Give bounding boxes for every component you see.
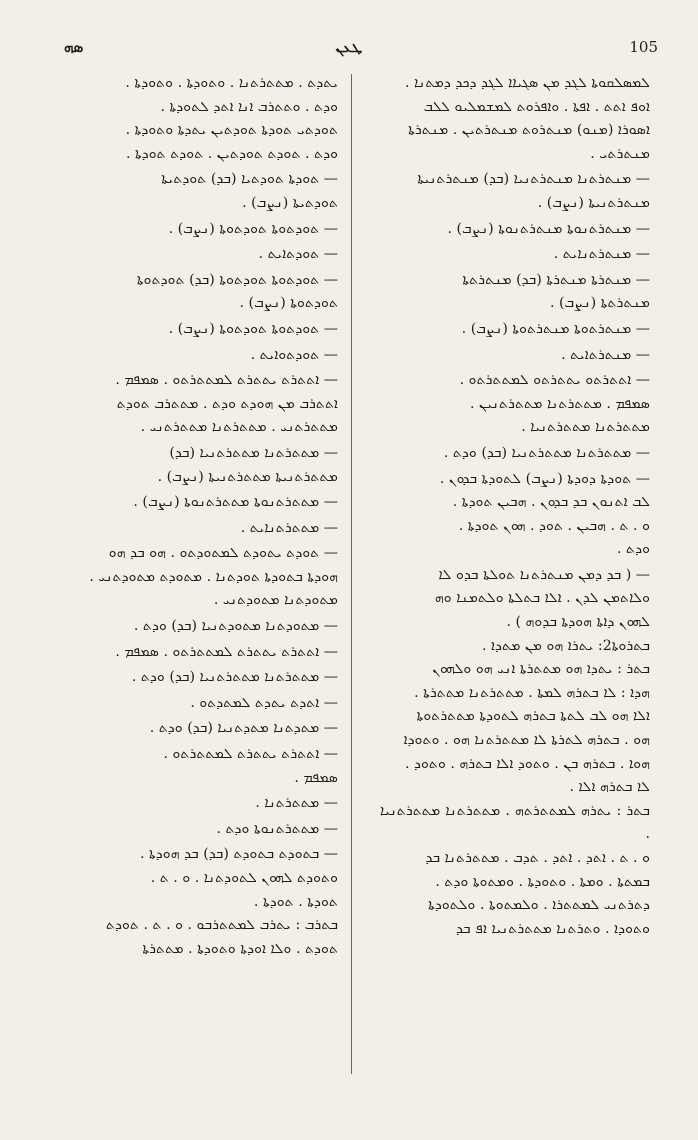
text-line: — ܐܬܬܪܬܘ ܝܬܬܪܬܘ ܠܡܬܬܪܬܘ .: [459, 372, 650, 389]
text-line: ܗܕܐ : ܠܐ ܒܬܪܗ ܠܡܬܐ . ܡܬܬܪܬܢܐ ܡܬܬܪܬܐ .: [414, 684, 650, 701]
text-line: — ܡܬܬܪܬܢܐ .: [255, 795, 338, 812]
text-line: ܘܬܘܕܬ ܠܗܘܢ ܠܬܘܕܬܢܐ . ܘ . ܬ .: [150, 870, 338, 886]
text-line: ܝܬܕܬ . ܡܬܬܪܬܢܐ . ܘܬܘܕܬܐ . ܘܬܘܕܬܐ .: [125, 75, 338, 91]
text-line: ܬܘܕܬܝܬܐ (ܢܨܒ) .: [242, 194, 338, 211]
text-line: ܠܐ ܒܬܪܗ ܐܠܐ .: [569, 779, 650, 796]
text-line: ܡܬܬܪܬܢܐ ܡܬܬܪܬܢܝܐ .: [521, 419, 650, 436]
text-line: ܬܘܕܬ . ܘܠܐ ܐܘܕܬܐ ܘܬܘܕܬܐ . ܡܬܬܪܬܐ: [142, 940, 338, 957]
text-line: — ܬܘܕܬܘܐܝܬ .: [250, 346, 338, 363]
text-line: — ܐܬܕܬ ܝܬܕܬ ܠܡܬܕܬܘ .: [190, 694, 338, 711]
text-line: ܣܡܦܡ .: [294, 769, 338, 786]
running-head: [0, 36, 698, 58]
text-line: ܡܢܬܪܬܬܐ (ܢܨܒ) .: [549, 295, 650, 312]
text-line: ܘܕܬ .: [617, 541, 650, 558]
text-line: ܒܬܪ : ܝܬܪܗ ܠܡܬܬܪܬܗ . ܡܬܬܪܬܢܐ ܡܬܬܪܬܢܝܐ .: [380, 802, 650, 843]
text-line: ܠܡܣܠܩܘܬܐ ܠܓܕ ܡܢ ܣܓܝܐܐ ܠܓܕ ܕܟܕ ܕܡܬܢܐ .: [404, 75, 650, 91]
text-line: ܬܘܕܬܐ . ܬܘܕܬܐ .: [253, 893, 338, 910]
text-line: ܠܗܘܢ ܕܐܬܐ ܗܘܕܬܐ ܒܕܘܗ ) .: [506, 614, 650, 631]
text-line: — ܡܢܬܪܬܘܬܐ ܡܢܬܪܬܘܬܐ (ܢܨܒ) .: [461, 320, 650, 337]
text-line: ܡܬܘܕܬܢܐ ܡܬܘܕܬܢܝ .: [213, 592, 338, 609]
running-head-left-mark: ܣܗ: [64, 38, 84, 56]
text-line: — ܡܬܬܪܬܢܐܝܬ .: [240, 519, 338, 536]
text-line: ܣܡܦܡ . ܡܬܬܪܬܢܐ ܡܬܬܪܬܢܝܢ .: [469, 395, 650, 412]
text-line: ܐܬܬܪܒ ܡܢ ܗܘܕܬ ܘܕܬ . ܡܬܬܪܒ ܬܘܕܬ: [116, 395, 338, 412]
text-line: — ܡܢܬܪܬܢܐܝܬ .: [553, 246, 650, 263]
text-line: ܒܡܬܬܐ . ܘܡܬܐ . ܘܬܘܕܬܐ . ܘܡܬܘܬܐ ܘܕܬ .: [435, 873, 650, 890]
left-column: [56, 72, 338, 1082]
text-line: ܗܘܕܬܐ ܒܬܘܕܬܐ ܬܘܕܬܢܐ . ܡܬܘܕܬ ܡܬܘܕܬܢܝ .: [89, 568, 338, 585]
text-line: ܗܘܐ . ܒܬܪܗ ܒܢ . ܘܬܘܕ ܐܠܐ ܒܬܪܗ . ܘܬܘܕ .: [404, 755, 650, 772]
text-line: — ܡܢܬܪܬܐ ܡܢܬܪܬܐ (ܒܕ) ܡܢܬܪܬܬܐ: [462, 271, 650, 288]
text-line: ܘ . ܬ . ܗܒܝܢ . ܬܘܕ . ܗܘܢ ܬܘܕܬܐ .: [458, 517, 650, 534]
text-line: ܬܘܕܬܝ ܬܘܕܬܐ ܬܘܕܬܝܢ ܝܬܕܬܐ ܘܬܘܕܬܐ .: [125, 122, 338, 139]
text-line: — ܡܬܬܪܬܢܐ ܡܬܬܪܬܢܝܐ (ܒܕ): [169, 444, 338, 461]
text-line: ܒܬܪܒ : ܝܬܪܒ ܠܡܬܬܪܒܘ . ܘ . ܬ . ܬܘܕܬ: [105, 917, 338, 934]
text-line: — ܬܘܕܬܘܬܐ ܬܘܕܬܘܬܐ (ܢܨܒ) .: [168, 320, 338, 337]
right-column: [380, 72, 650, 1082]
text-line: ܠܒ ܐܬܢܘܢ ܒܕ ܒܕܘܢ . ܗܒܝܢ ܬܘܕܬܐ .: [452, 494, 650, 511]
text-line: ܒܬܪܘܬܐ2: ܝܬܪܐ ܗܘ ܡܢ ܡܬܕܐ .: [481, 637, 650, 654]
text-line: — ܡܢܬܪܬܢܘܬܐ ܡܢܬܪܬܢܘܬܐ (ܢܨܒ) .: [447, 220, 650, 237]
text-line: — ܡܬܕܬܢܐ ܡܬܕܬܢܝܐ (ܒܕ) ܘܕܬ .: [149, 720, 338, 737]
text-line: — ܬܘܕܬ ܝܬܘܕܬ ܠܡܬܘܕܬܘ . ܗܘ ܒܕ ܗܘ: [108, 545, 338, 562]
text-line: — ܡܢܬܪܬܐܝܬ .: [561, 346, 650, 363]
page-number: 105: [629, 38, 658, 56]
text-line: ܬܘܕܬܘܬܐ (ܢܨܒ) .: [239, 295, 338, 312]
text-line: ܘܬܘܕܐ . ܘܬܪܬܢܐ ܡܬܬܪܬܢܝܐ ܐܦ ܒܕ: [456, 920, 650, 937]
text-line: — ( ܒܕ ܕܡܢ ܡܢܬܪܬܢܐ ܬܘܠܬܐ ܒܕܘ ܠܐ: [438, 566, 650, 583]
text-line: — ܐܬܬܪܬ ܝܬܬܪܬ ܠܡܬܬܪܬܘ . ܣܡܦܡ .: [115, 372, 338, 389]
text-line: — ܡܬܘܕܬܢܐ ܡܬܘܕܬܢܝܐ (ܒܕ) ܘܕܬ .: [133, 618, 338, 635]
text-line: ܗܘ . ܒܬܪܗ ܠܬܪܬܐ ܠܐ ܡܬܬܪܬܢܐ ܗܘ . ܘܬܘܕܐ: [403, 732, 650, 749]
running-head-word: ܛܥܢ: [335, 38, 363, 56]
text-line: — ܡܬܬܪܬܢܐ ܡܬܬܪܬܢܝܐ (ܒܕ) ܘܕܬ .: [443, 444, 650, 461]
text-line: — ܡܬܬܪܬܢܘܬܐ ܡܬܬܪܬܢܘܬܐ (ܢܨܒ) .: [133, 494, 338, 511]
text-line: ܒܬܪ : ܝܬܕܐ ܗܘ ܡܬܬܪܬܐ ܐܢܝ ܗܘ ܘܠܗܘܢ: [432, 661, 650, 678]
text-line: — ܡܢܬܪܬܢܐ ܡܢܬܪܬܢܝܐ (ܒܕ) ܡܢܬܪܬܢܝܬܐ: [417, 171, 650, 188]
text-line: ܘܕܬ . ܘܬܬܪܒ ܐܢܐ ܐܬܕ ܠܬܘܕܬܐ .: [160, 98, 338, 115]
text-line: ܘ . ܬ . ܐܬܕ . ܐܬܕ . ܬܕܒ . ܡܬܬܪܬܢܐ ܒܕ: [425, 850, 650, 866]
text-line: — ܬܘܕܬܐܝܬ .: [258, 246, 338, 263]
text-line: ܘܕܬ . ܬܘܕܬ ܬܘܕܬܝܢ . ܬܘܕܬ ܬܘܕܬܐ .: [125, 145, 338, 162]
text-line: ܡܢܬܪܬܢܝܬܐ (ܢܨܒ) .: [537, 194, 650, 211]
text-line: — ܬܘܕܬܐ ܕܘܕܬܐ (ܢܨܒ) ܠܬܘܕܬܐ ܒܕܘܢ .: [439, 470, 650, 487]
column-divider: [351, 74, 352, 1074]
text-line: — ܒܬܘܕܬ ܒܬܘܕܬ (ܒܕ) ܒܕ ܗܘܕܬܐ .: [140, 846, 338, 863]
text-line: — ܬܘܕܬܘܬܐ ܬܘܕܬܘܬܐ (ܢܨܒ) .: [168, 220, 338, 237]
text-line: ܐܣܘܪܐ (ܡܢܘ) ܡܢܬܪܘܬ ܡܢܬܪܬܝܢ . ܡܢܬܪܬܐ: [408, 122, 650, 139]
text-line: ܡܬܬܪܬܢܝ . ܡܬܬܪܬܢܐ ܡܬܬܪܬܢܝ .: [140, 419, 338, 436]
text-line: — ܬܘܕܬܘܬܐ ܬܘܕܬܘܬܐ (ܒܕ) ܬܘܕܬܘܬܐ: [136, 271, 338, 288]
text-line: — ܐܬܬܪܬ ܝܬܬܪܬ ܠܡܬܬܪܬܘ .: [163, 746, 338, 763]
text-line: — ܡܬܬܪܬܢܐ ܡܬܬܪܬܢܝܐ (ܒܕ) ܘܕܬ .: [131, 669, 338, 686]
text-line: ܐܘܦ ܐܬܬ . ܐܦܬܐ . ܘܐܦܪܘܬ ܠܡܫܡܠܝܘ ܠܠܒ: [423, 98, 650, 115]
text-line: ܡܢܬܪܬܝ .: [590, 145, 650, 162]
text-line: ܡܬܬܪܬܢܝܬܐ ܡܬܬܪܬܢܝܬܐ (ܢܨܒ) .: [157, 468, 338, 485]
text-line: — ܡܬܬܪܬܢܘܬܐ ܘܕܬ .: [216, 820, 338, 837]
text-line: ܐܠܐ ܗܘ ܠܒ ܠܬܬܐ ܒܬܪܗ ܠܬܘܕܬܐ ܡܬܬܪܬܘܬܐ: [416, 708, 650, 725]
text-line: — ܐܬܬܪܬ ܝܬܬܪܬ ܠܡܬܬܪܬܘ . ܣܡܦܡ .: [115, 643, 338, 660]
text-line: — ܬܘܕܬܐ ܬܘܕܬܝܐ (ܒܕ) ܬܘܕܬܝܬܐ: [161, 171, 338, 188]
text-line: ܘܠܐܬܡܢ ܠܕܢ . ܐܠܐ ܒܬܠܬܐ ܘܠܬܡܢܐ ܘܗ: [434, 590, 650, 607]
text-line: ܕܬܪܬܢܝ ܠܡܬܬܪܐ . ܘܠܡܬܘܬܐ . ܘܠܬܘܕܬܐ: [428, 897, 650, 914]
